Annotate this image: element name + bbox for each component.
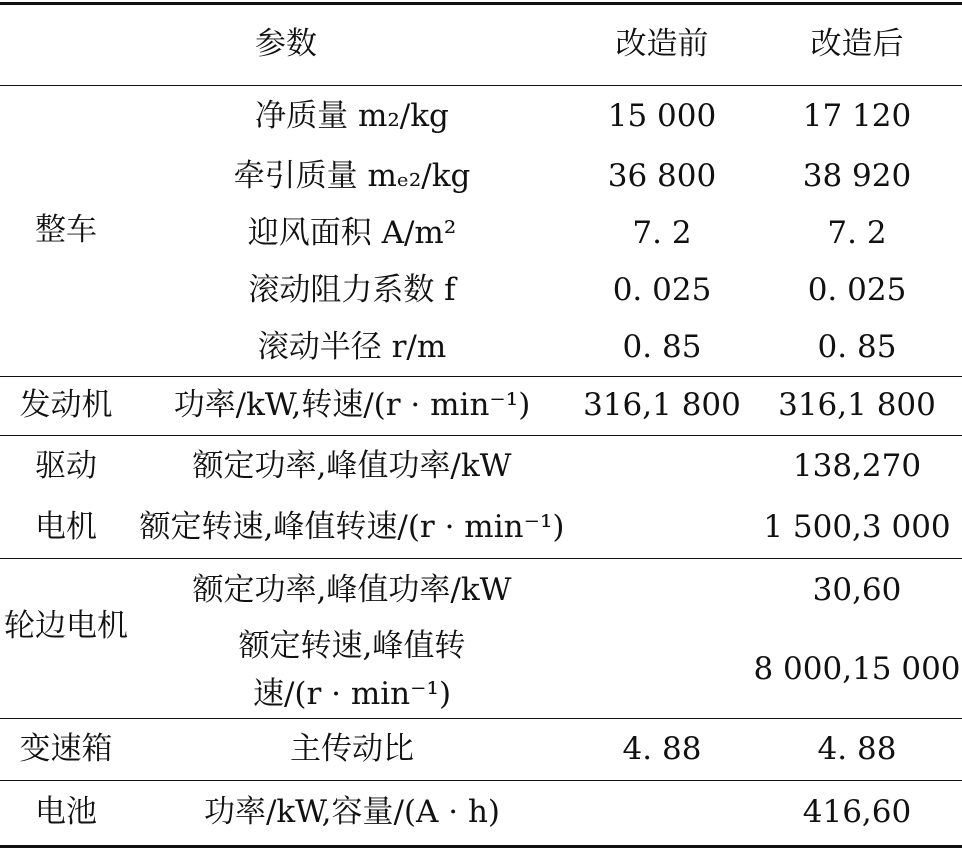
after-cell: 416,60 [752, 781, 962, 847]
vehicle-group [0, 86, 962, 377]
param-cell-text: 额定转速,峰值转速/(r · min⁻¹) [238, 628, 466, 713]
after-cell: 1 500,3 000 [763, 508, 951, 545]
table-row [0, 622, 962, 719]
after-cell: 316,1 800 [752, 377, 962, 436]
table-row [0, 319, 962, 377]
after-cell: 30,60 [752, 559, 962, 623]
category-drive-motor-line1: 驱动 [0, 436, 132, 498]
header-before: 改造前 [615, 26, 709, 63]
header-row [0, 4, 962, 86]
header-param: 参数 [255, 26, 317, 63]
engine-group [0, 377, 962, 436]
before-cell [572, 559, 752, 623]
table-row [0, 497, 962, 559]
table-row [0, 719, 962, 781]
after-cell: 17 120 [752, 86, 962, 149]
table-row [0, 436, 962, 498]
after-cell: 138,270 [752, 436, 962, 498]
before-cell: 4. 88 [572, 719, 752, 781]
table-row [0, 559, 962, 623]
param-cell [132, 622, 572, 719]
after-cell: 4. 88 [752, 719, 962, 781]
param-cell: 主传动比 [132, 719, 572, 781]
before-cell: 316,1 800 [572, 377, 752, 436]
drive-motor-group [0, 436, 962, 559]
before-cell [572, 436, 752, 498]
gearbox-group [0, 719, 962, 781]
before-cell [572, 622, 752, 719]
param-cell: 额定功率,峰值功率/kW [132, 559, 572, 623]
parameter-table [0, 2, 962, 848]
param-cell: 净质量 m₂/kg [132, 86, 572, 149]
param-cell: 额定功率,峰值功率/kW [132, 436, 572, 498]
after-cell: 0. 025 [807, 271, 907, 308]
after-cell: 8 000,15 000 [753, 651, 961, 688]
before-cell: 36 800 [607, 157, 717, 194]
table-row [0, 781, 962, 847]
before-cell: 0. 025 [612, 271, 712, 308]
battery-group [0, 781, 962, 847]
category-gearbox: 变速箱 [0, 719, 132, 781]
table-row [0, 377, 962, 436]
param-cell: 额定转速,峰值转速/(r · min⁻¹) [139, 508, 565, 545]
header-after: 改造后 [810, 26, 904, 63]
table-row [0, 148, 962, 205]
after-cell: 0. 85 [817, 328, 897, 365]
before-cell [572, 781, 752, 847]
param-cell: 滚动阻力系数 f [248, 271, 456, 308]
before-cell [572, 497, 752, 559]
category-engine: 发动机 [0, 377, 132, 436]
table-row [0, 86, 962, 149]
before-cell: 0. 85 [622, 328, 702, 365]
after-cell: 7. 2 [827, 214, 887, 251]
table-row [0, 205, 962, 262]
param-cell: 功率/kW,转速/(r · min⁻¹) [132, 377, 572, 436]
param-cell: 牵引质量 mₑ₂/kg [233, 157, 471, 194]
param-cell: 功率/kW,容量/(A · h) [132, 781, 572, 847]
after-cell: 38 920 [802, 157, 912, 194]
category-vehicle: 整车 [0, 86, 132, 377]
before-cell: 7. 2 [632, 214, 692, 251]
hub-motor-group [0, 559, 962, 719]
category-hub-motor: 轮边电机 [0, 559, 132, 719]
param-cell: 滚动半径 r/m [257, 328, 447, 365]
category-drive-motor-line2: 电机 [35, 508, 97, 545]
table-row [0, 262, 962, 319]
param-cell: 迎风面积 A/m² [247, 214, 457, 251]
category-battery: 电池 [0, 781, 132, 847]
before-cell: 15 000 [572, 86, 752, 149]
